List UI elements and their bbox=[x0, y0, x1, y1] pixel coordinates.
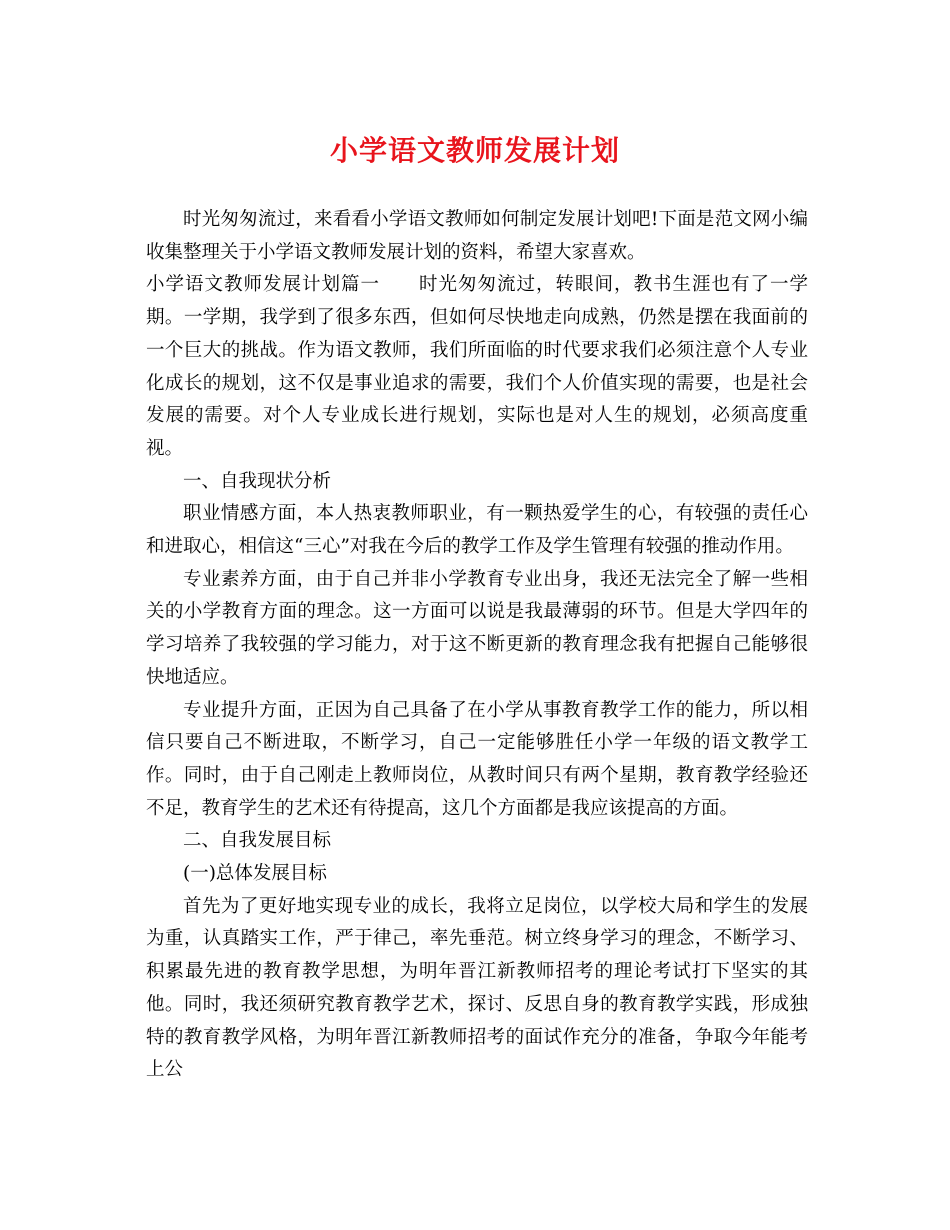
section-paragraph bbox=[146, 269, 808, 465]
section-label: 小学语文教师发展计划篇一 bbox=[146, 274, 380, 296]
paragraph-emotion: 职业情感方面，本人热衷教师职业，有一颗热爱学生的心，有较强的责任心和进取心，相信这“三心”对我在今后的教学工作及学生管理有较强的推动作用。 bbox=[146, 503, 808, 558]
intro-paragraph: 时光匆匆流过，来看看小学语文教师如何制定发展计划吧!下面是范文网小编收集整理关于小学语文教师发展计划的资料，希望大家喜欢。 bbox=[146, 209, 808, 263]
heading-self-analysis: 一、自我现状分析 bbox=[183, 470, 332, 492]
paragraph-quality: 专业素养方面，由于自己并非小学教育专业出身，我还无法完全了解一些相关的小学教育方面的理念。这一方面可以说是我最薄弱的环节。但是大学四年的学习培养了我较强的学习能力，对于这不断更新的教育理念我有把握自己能够很快地适应。 bbox=[146, 568, 808, 688]
heading-self-goals: 二、自我发展目标 bbox=[183, 830, 332, 852]
section-text: 时光匆匆流过，转眼间，教书生涯也有了一学期。一学期，我学到了很多东西，但如何尽快地走向成熟，仍然是摆在我面前的一个巨大的挑战。作为语文教师，我们所面临的时代要求我们必须注意个人专业化成长的规划，这不仅是事业追求的需要，我们个人价值实现的需要，也是社会发展的需要。对个人专业成长进行规划，实际也是对人生的规划，必须高度重视。 bbox=[146, 274, 808, 459]
subheading-overall-goals: (一)总体发展目标 bbox=[183, 863, 327, 885]
document-body bbox=[146, 204, 808, 1087]
document-title: 小学语文教师发展计划 bbox=[329, 134, 620, 167]
paragraph-improve: 专业提升方面，正因为自己具备了在小学从事教育教学工作的能力，所以相信只要自己不断进取，不断学习，自己一定能够胜任小学一年级的语文教学工作。同时，由于自己刚走上教师岗位，从教时间只有两个星期，教育教学经验还不足，教育学生的艺术还有待提高，这几个方面都是我应该提高的方面。 bbox=[146, 699, 808, 819]
paragraph-goal: 首先为了更好地实现专业的成长，我将立足岗位，以学校大局和学生的发展为重，认真踏实工作，严于律己，率先垂范。树立终身学习的理念，不断学习、积累最先进的教育教学思想，为明年晋江新教师招考的理论考试打下坚实的其他。同时，我还须研究教育教学艺术，探讨、反思自身的教育教学实践，形成独特的教育教学风格，为明年晋江新教师招考的面试作充分的准备，争取今年能考上公 bbox=[146, 895, 808, 1081]
